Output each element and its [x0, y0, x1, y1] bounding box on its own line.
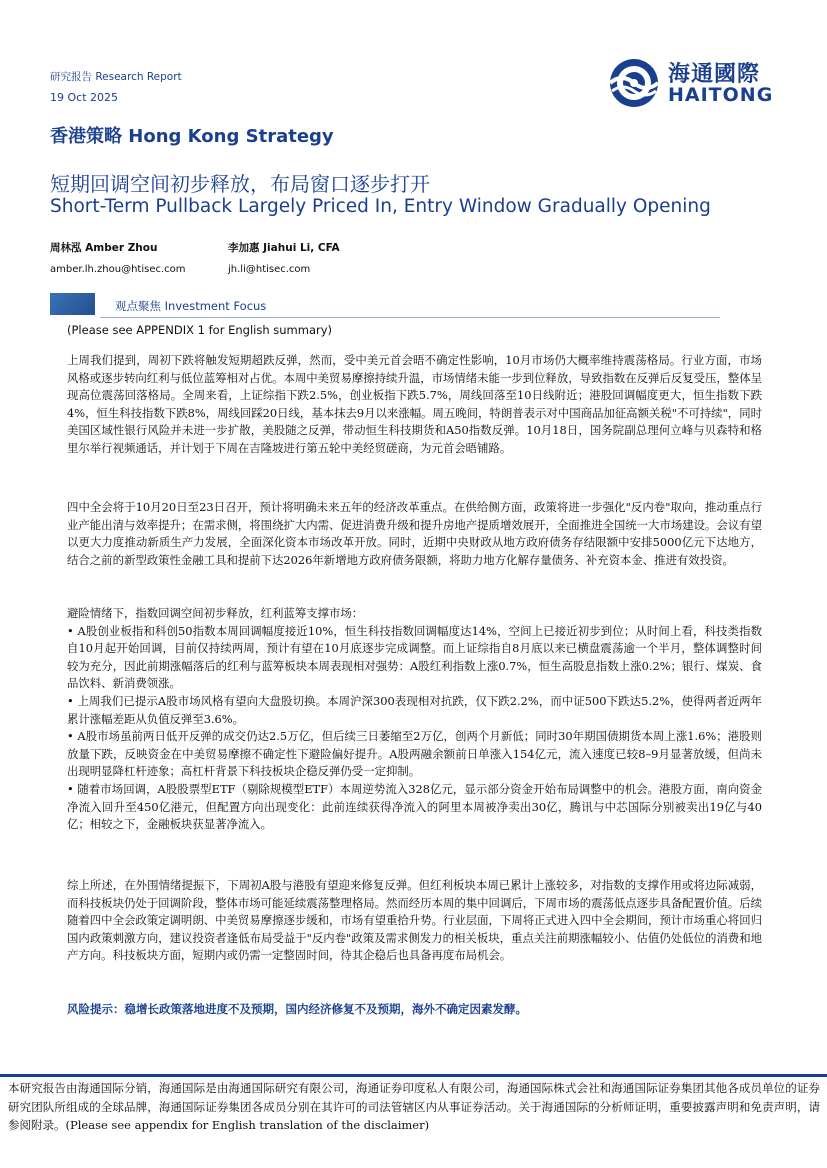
divider — [100, 317, 720, 318]
paragraph-text: 避险情绪下，指数回调空间初步释放，红利蓝筹支撑市场： — [67, 606, 364, 620]
logo-text-cn: 海通國際 — [668, 62, 761, 87]
author-email[interactable]: jh.li@htisec.com — [228, 264, 311, 275]
risk-warning: 风险提示：稳增长政策落地进度不及预期，国内经济修复不及预期，海外不确定因素发酵。 — [67, 1002, 527, 1016]
bullet-item: • 上周我们已提示A股市场风格有望向大盘股切换。本周沪深300表现相对抗跌，仅下跌2.2%，而中证500下跌达5.2%，使得两者近两年累计涨幅差距从负值反弹至3.6%。 — [67, 693, 762, 726]
page-title-cn: 短期回调空间初步释放，布局窗口逐步打开 — [50, 172, 430, 196]
author-email[interactable]: amber.lh.zhou@htisec.com — [50, 264, 186, 275]
haitong-logo-icon — [608, 57, 660, 109]
logo-text-en: HAITONG — [668, 84, 774, 106]
section-title: 观点聚焦 Investment Focus — [115, 299, 267, 313]
paragraph-text: 四中全会将于10月20日至23日召开，预计将明确未来五年的经济改革重点。在供给侧方面，政策将进一步强化"反内卷"取向，推动重点行业产能出清与效率提升；在需求侧，将围绕扩大内需、促进消费升级和提升房地产提质增效展开，全面推进全国统一大市场建设。会议有望以更大力度推动新质生产力发展，全面深化资本市场改革开放。同时，近期中央财政从地方政府债务存结限额中安排5000亿元下达地方，结合之前的新型政策性金融工具和提前下达2026年新增地方政府债务限额，将助力地方化解存量债务、补充资本金、推进有效投资。 — [67, 500, 762, 567]
paragraph-text: 综上所述，在外围情绪提振下，下周初A股与港股有望迎来修复反弹。但红利板块本周已累计上涨较多，对指数的支撑作用或将边际减弱，而科技板块仍处于回调阶段，整体市场可能延续震荡整理格局。然而经历本周的集中回调后，下周市场的震荡低点逐步具备配置价值。后续随着四中全会政策定调明朗、中美贸易摩擦逐步缓和，市场有望重拾升势。行业层面，下周将正式进入四中全会期间，预计市场重心将回归国内政策刺激方向，建议投资者逢低布局受益于"反内卷"政策及需求侧发力的相关板块，重点关注前期涨幅较小、估值仍处低位的消费和地产方向。科技板块方面，短期内或仍需一定整固时间，待其企稳后也具备再度布局机会。 — [67, 878, 762, 963]
author-name: 李加惠 Jiahui Li, CFA — [228, 242, 340, 254]
paragraph — [67, 877, 762, 965]
paragraph — [67, 499, 762, 569]
strategy-label: 香港策略 Hong Kong Strategy — [50, 126, 334, 147]
bullet-item: • A股创业板指和科创50指数本周回调幅度接近10%，恒生科技指数回调幅度达14%，空间上已接近初步到位；从时间上看，科技类指数自10月起开始回调，目前仅持续两周，预计有望在10月底逐步完成调整。而上证综指自8月底以来已横盘震荡逾一个半月，整体调整时间较为充分，因此前期涨幅落后的红利与蓝筹板块本周表现相对强势：A股红利指数上涨0.7%，恒生高股息指数上涨0.2%；银行、煤炭、食品饮料、新消费领涨。 — [67, 623, 762, 691]
footer-divider — [0, 1074, 827, 1077]
report-date: 19 Oct 2025 — [50, 91, 119, 104]
appendix-note: (Please see APPENDIX 1 for English summary) — [67, 323, 333, 337]
bullet-item: • A股市场虽前两日低开反弹的成交仍达2.5万亿，但后续三日萎缩至2万亿，创两个月新低；同时30年期国债期货本周上涨1.6%；港股则放量下跌，反映资金在中美贸易摩擦不确定性下避险偏好提升。A股两融余额前日单涨入154亿元，流入速度已较8–9月显著放缓，但尚未出现明显降杠杆迹象；高杠杆背景下科技板块企稳反弹仍受一定抑制。 — [67, 729, 762, 779]
focus-box-icon — [50, 293, 95, 315]
report-type: 研究报告 Research Report — [50, 71, 182, 83]
footer-disclaimer: 本研究报告由海通国际分销，海通国际是由海通国际研究有限公司，海通证券印度私人有限公司，海通国际株式会社和海通国际证券集团其他各成员单位的证券研究团队所组成的全球品牌，海通国际证券集团各成员分别在其许可的司法管辖区内从事证券活动。关于海通国际的分析师证明，重要披露声明和免责声明，请参阅附录。(Please see appendix for English translation of the disclaimer) — [8, 1081, 820, 1132]
paragraph — [67, 605, 762, 834]
paragraph-text: 上周我们提到，周初下跌将触发短期超跌反弹，然而，受中美元首会晤不确定性影响，10月市场仍大概率维持震荡格局。行业方面，市场风格或逐步转向红利与低位蓝筹相对占优。本周中美贸易摩擦持续升温，市场情绪未能一步到位释放，导致指数在反弹后反复受压，整体呈现高位震荡回落格局。全周来看，上证综指下跌2.5%，创业板指下跌5.7%，周线回落至10日线附近；港股回调幅度更大，恒生指数下跌4%，恒生科技指数下跌8%，周线回踩20日线，基本抹去9月以来涨幅。周五晚间，特朗普表示对中国商品加征高额关税"不可持续"，同时美国区域性银行风险并未进一步扩散，美股随之反弹，带动恒生科技期货和A50指数反弹。10月18日，国务院副总理何立峰与贝森特和格里尔举行视频通话，并计划于下周在吉隆坡进行第五轮中美经贸磋商，为元首会晤铺路。 — [67, 353, 762, 455]
author-name: 周林泓 Amber Zhou — [50, 242, 158, 254]
paragraph — [67, 352, 762, 458]
page-title-en: Short-Term Pullback Largely Priced In, Entry Window Gradually Opening — [50, 196, 711, 217]
bullet-item: • 随着市场回调，A股股票型ETF（剔除规模型ETF）本周逆势流入328亿元，显示部分资金开始布局调整中的机会。港股方面，南向资金净流入回升至450亿港元，但配置方向出现变化：此前连续获得净流入的阿里本周被净卖出30亿，腾讯与中芯国际分别被卖出19亿与40亿；相较之下，金融板块获显著净流入。 — [67, 781, 762, 832]
